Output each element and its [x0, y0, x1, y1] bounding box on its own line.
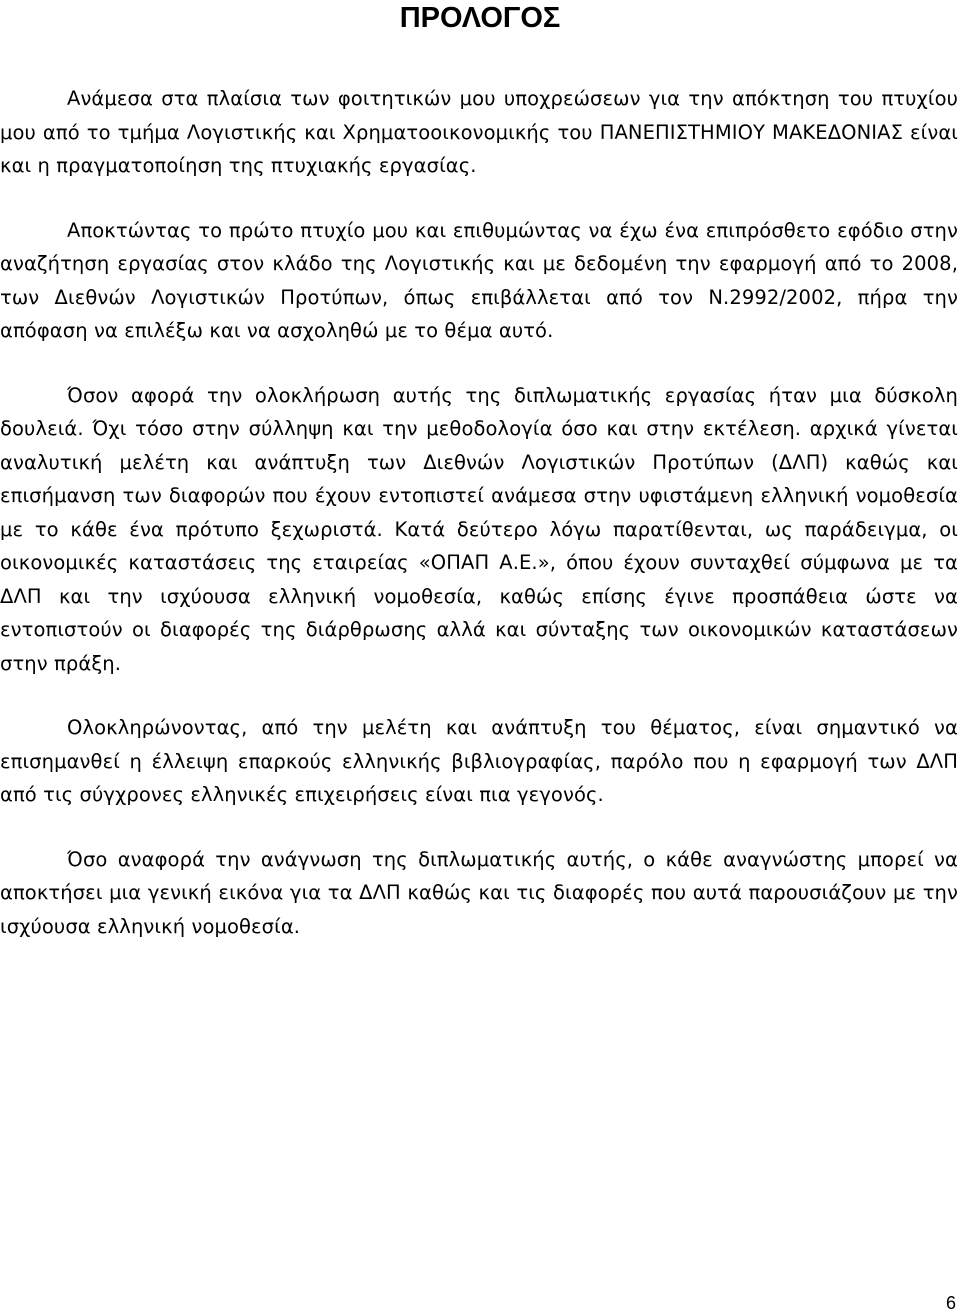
paragraph-intro: Ανάμεσα στα πλαίσια των φοιτητικών μου υποχρεώσεων για την απόκτηση του πτυχίου μου από το τμήμα Λογιστικής και Χρηματοοικονομικής του ΠΑΝΕΠΙΣΤΗΜΙΟΥ ΜΑΚΕΔΟΝΙΑΣ είναι και η πραγματοποίηση της πτυχιακής εργασίας. [0, 87, 958, 177]
page-title: ΠΡΟΛΟΓΟΣ [399, 2, 561, 34]
paragraph-motivation: Αποκτώντας το πρώτο πτυχίο μου και επιθυμώντας να έχω ένα επιπρόσθετο εφόδιο στην αναζήτηση εργασίας στον κλάδο της Λογιστικής και με δεδομένη την εφαρμογή από το 2008, των Διεθνών Λογιστικών Προτύπων, όπως επιβάλλεται από τον Ν.2992/2002, πήρα την απόφαση να επιλέξω και να ασχοληθώ με το θέμα αυτό. [0, 218, 958, 342]
paragraph-reader-note: Όσο αναφορά την ανάγνωση της διπλωματικής αυτής, ο κάθε αναγνώστης μπορεί να αποκτήσει μια γενική εικόνα για τα ΔΛΠ καθώς και τις διαφορές που αυτά παρουσιάζουν με την ισχύουσα ελληνική νομοθεσία. [0, 847, 958, 938]
paragraph-conclusion: Ολοκληρώνοντας, από την μελέτη και ανάπτυξη του θέματος, είναι σημαντικό να επισημανθεί η έλλειψη επαρκούς ελληνικής βιβλιογραφίας, παρόλο που η εφαρμογή των ΔΛΠ από τις σύγχρονες ελληνικές επιχειρήσεις είναι πια γεγονός. [0, 716, 958, 806]
page-number: 6 [945, 1293, 956, 1313]
paragraph-methodology: Όσον αφορά την ολοκλήρωση αυτής της διπλωματικής εργασίας ήταν μια δύσκολη δουλειά. Όχι τόσο στην σύλληψη και την μεθοδολογία όσο και στην εκτέλεση. αρχικά γίνεται αναλυτική μελέτη και ανάπτυξη των Διεθνών Λογιστικών Προτύπων (ΔΛΠ) καθώς και επισήμανση των διαφορών που έχουν εντοπιστεί ανάμεσα στην υφιστάμενη ελληνική νομοθεσία με το κάθε ένα πρότυπο ξεχωριστά. Κατά δεύτερο λόγω παρατίθενται, ως παράδειγμα, οι οικονομικές καταστάσεις της εταιρείας «ΟΠΑΠ Α.Ε.», όπου έχουν συνταχθεί σύμφωνα με τα ΔΛΠ και την ισχύουσα ελληνική νομοθεσία, καθώς επίσης έγινε προσπάθεια ώστε να εντοπιστούν οι διαφορές της διάρθρωσης αλλά και σύνταξης των οικονομικών καταστάσεων στην πράξη. [0, 383, 958, 675]
document-body [0, 82, 958, 943]
